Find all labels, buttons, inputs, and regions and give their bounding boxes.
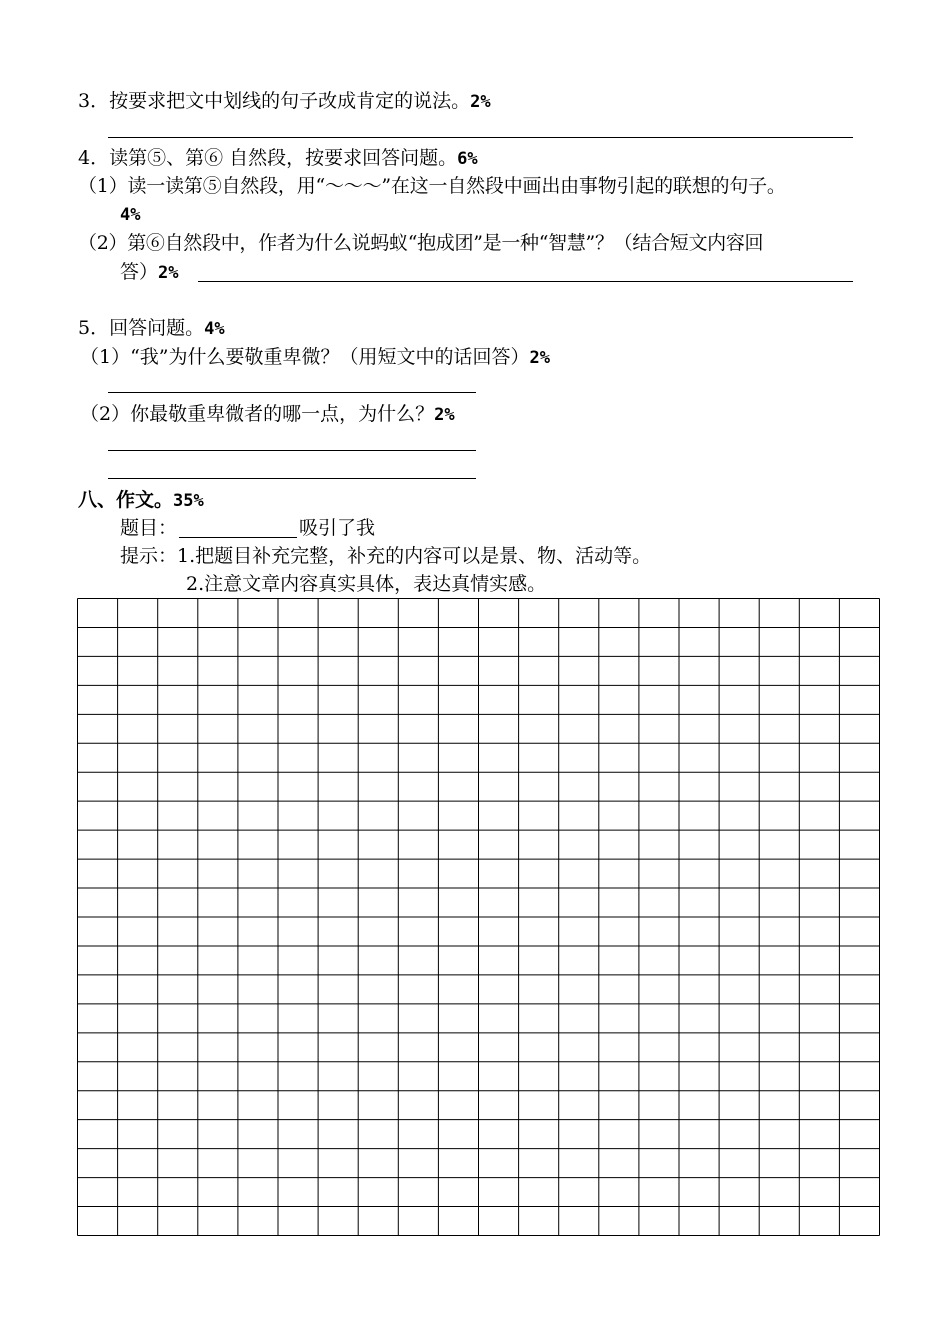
composition-hint-1: 提示：1.把题目补充完整，补充的内容可以是景、物、活动等。 bbox=[120, 545, 652, 567]
writing-grid[interactable] bbox=[77, 598, 880, 1236]
q5-sub2-answer-line-1[interactable] bbox=[108, 450, 476, 451]
q5-sub2-prompt: （2）你最敬重卑微者的哪一点，为什么？2% bbox=[80, 403, 455, 425]
q4-sub2-prompt: （2）第⑥自然段中，作者为什么说蚂蚁“抱成团”是一种“智慧”？（结合短文内容回 bbox=[78, 232, 764, 254]
q4-sub2-answer-line[interactable] bbox=[198, 281, 853, 282]
composition-title-blank[interactable] bbox=[179, 519, 297, 538]
composition-hint-2: 2.注意文章内容真实具体，表达真情实感。 bbox=[186, 573, 547, 595]
q5-sub2-answer-line-2[interactable] bbox=[108, 478, 476, 479]
q3-prompt: 3．按要求把文中划线的句子改成肯定的说法。2% bbox=[78, 90, 491, 112]
q5-sub1-answer-line[interactable] bbox=[108, 392, 476, 393]
q4-sub2-cont: 答）2% bbox=[120, 261, 179, 283]
q5-sub1-prompt: （1）“我”为什么要敬重卑微？（用短文中的话回答）2% bbox=[80, 346, 551, 368]
q5-prompt: 5．回答问题。4% bbox=[78, 317, 225, 339]
q4-prompt: 4．读第⑤、第⑥ 自然段，按要求回答问题。6% bbox=[78, 147, 478, 169]
q4-sub1-prompt: （1）读一读第⑤自然段，用“～～～”在这一自然段中画出由事物引起的联想的句子。 bbox=[78, 175, 786, 197]
q3-answer-line[interactable] bbox=[108, 137, 853, 138]
composition-title-row: 题目： 吸引了我 bbox=[120, 517, 376, 539]
section8-heading: 八、作文。35% bbox=[78, 489, 204, 511]
q4-sub1-points: 4% bbox=[120, 205, 141, 225]
